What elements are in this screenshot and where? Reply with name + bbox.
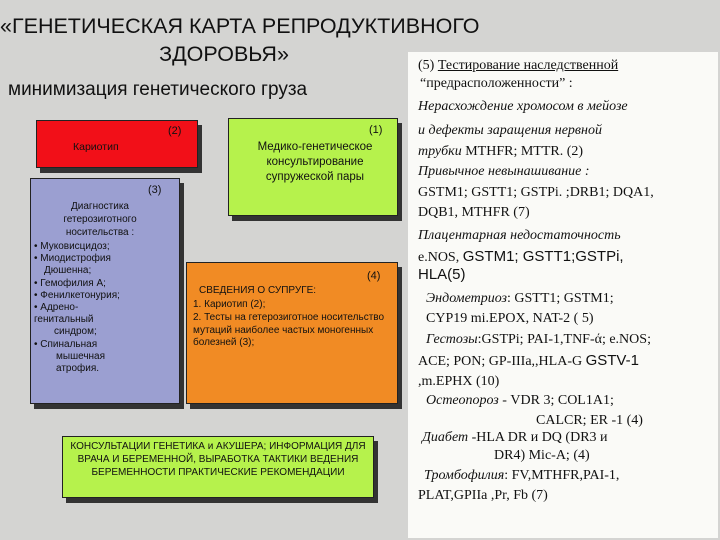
panel-line: DQB1, MTHFR (7): [418, 205, 530, 220]
list-item: атрофия.: [56, 363, 100, 375]
panel-line: “предрасположенности” :: [420, 76, 573, 91]
list-item: 1. Кариотип (2);: [193, 299, 266, 310]
panel-line: ,m.EPHX (10): [418, 374, 500, 389]
title-line-1: «ГЕНЕТИЧЕСКАЯ КАРТА РЕПРОДУКТИВНОГО: [0, 14, 480, 38]
slide-subtitle: минимизация генетического груза: [8, 79, 308, 100]
panel-line: HLA(5): [418, 266, 466, 283]
heterozygous-diagnostics-box: [30, 178, 180, 404]
box-number: (1): [369, 124, 383, 136]
box-label: Медико-генетическое консультирование супружеской пары: [257, 141, 373, 183]
disease-list: [34, 241, 179, 375]
box-label: Кариотип: [73, 141, 119, 153]
panel-line: Плацентарная недостаточность: [418, 228, 621, 243]
list-item: • Адрено-: [34, 302, 79, 314]
panel-line: CYP19 mi.EPOX, NAT-2 ( 5): [426, 311, 594, 326]
box-number: (3): [148, 184, 162, 196]
box-heading: Диагностика гетерозиготного носительства :: [63, 201, 137, 238]
list-item: 2. Тесты на гетерозиготное носительство мутаций наиболее частых моногенных болезней (3);: [193, 312, 385, 348]
box-heading: СВЕДЕНИЯ О СУПРУГЕ:: [199, 285, 317, 296]
panel-line: Привычное невынашивание :: [418, 164, 590, 179]
box-number: (4): [367, 270, 381, 282]
panel-line: Диабет -HLA DR и DQ (DR3 и: [422, 430, 608, 445]
panel-line: e.NOS, GSTM1; GSTT1;GSTPi,: [418, 248, 624, 265]
list-item: • Фенилкетонурия;: [34, 289, 120, 301]
panel-line: Остеопороз - VDR 3; COL1A1;: [426, 393, 614, 408]
panel-line: Нерасхождение хромосом в мейозе: [418, 99, 628, 114]
list-item: синдром;: [54, 326, 97, 338]
panel-line: CALCR; ER -1 (4): [536, 413, 643, 428]
spouse-info-box: [186, 262, 398, 404]
list-item: • Муковисцидоз;: [34, 241, 110, 252]
predisposition-panel: [408, 52, 718, 538]
list-item: • Спинальная: [34, 338, 98, 350]
karyotype-box: [36, 120, 198, 168]
consultation-box: [62, 436, 374, 498]
panel-line: Тромбофилия: FV,MTHFR,PAI-1,: [424, 468, 620, 483]
panel-line: (5) Тестирование наследственной: [418, 58, 619, 73]
panel-line: Гестозы:GSTPi; PAI-1,TNF-ά; e.NOS;: [426, 332, 651, 347]
panel-heading: Тестирование наследственной: [437, 58, 619, 73]
list-item: мышечная: [56, 350, 106, 362]
panel-line: PLAT,GPIIa ,Pr, Fb (7): [418, 488, 548, 503]
panel-line: ACE; PON; GP-IIIa,,HLA-G GSTV-1: [418, 352, 639, 369]
panel-line: трубки MTHFR; MTTR. (2): [418, 144, 584, 159]
list-item: генитальный: [34, 314, 94, 326]
box-number: (2): [168, 125, 182, 137]
panel-line: DR4) Mic-A; (4): [494, 448, 590, 463]
panel-line: и дефекты заращения нервной: [418, 123, 602, 138]
list-item: • Гемофилия А;: [34, 277, 106, 289]
panel-line: GSTM1; GSTT1; GSTPi. ;DRB1; DQA1,: [418, 185, 654, 200]
box-label: КОНСУЛЬТАЦИИ ГЕНЕТИКА и АКУШЕРА; ИНФОРМАЦИЯ ДЛЯ ВРАЧА И БЕРЕМЕННОЙ, ВЫРАБОТКА ТАКТИКИ ВЕДЕНИЯ БЕРЕМЕННОСТИ ПРАКТИЧЕСКИЕ РЕКОМЕНДАЦИИ: [70, 441, 366, 478]
panel-line: Эндометриоз: GSTT1; GSTM1;: [426, 291, 614, 306]
list-item: • Миодистрофия: [34, 253, 111, 265]
list-item: Дюшенна;: [44, 265, 92, 277]
slide-title: [0, 12, 480, 68]
title-line-2: ЗДОРОВЬЯ»: [159, 42, 289, 66]
genetic-counseling-box: [228, 118, 398, 216]
